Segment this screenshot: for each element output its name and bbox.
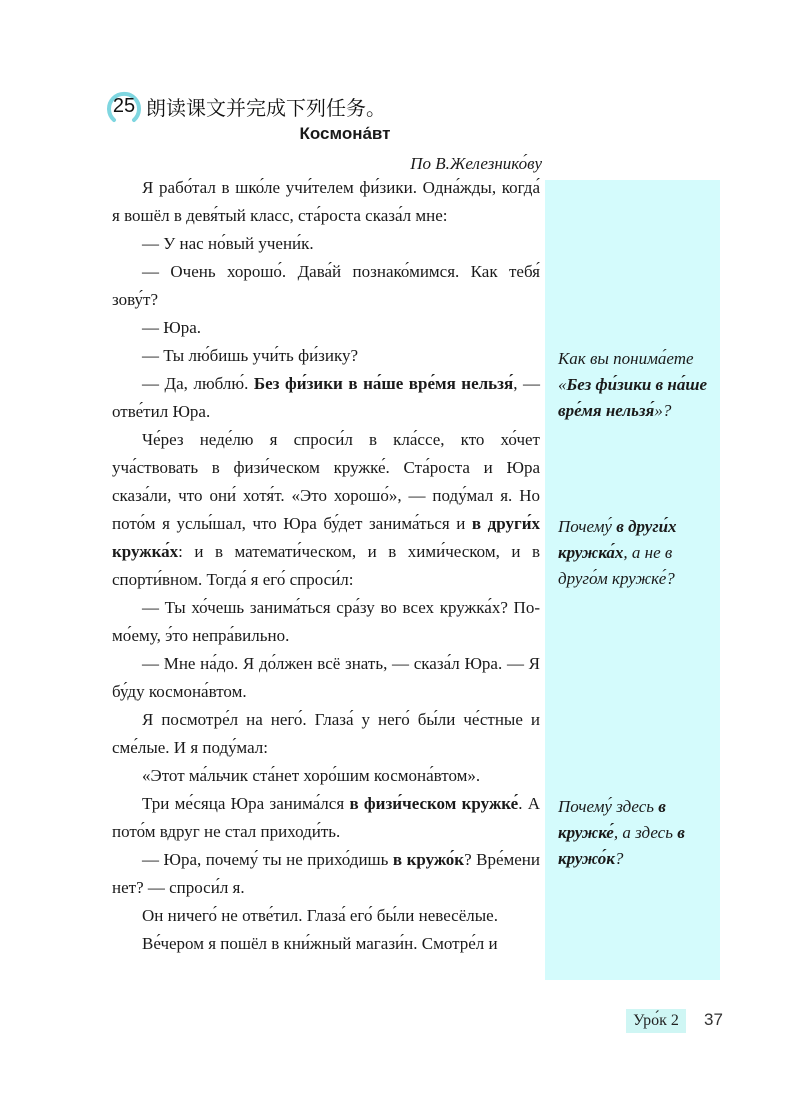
text-run: Он ничего́ не отве́тил. Глаза́ его́ бы́ли невесёлые. [142,906,498,925]
bold-phrase: в кружке́ [558,797,666,842]
text-run: — Юра, почему́ ты не прихо́дишь [142,850,393,869]
story-paragraph [112,314,540,342]
text-run: Почему́ здесь [558,797,659,816]
text-run: Как вы понима́ете « [558,349,694,394]
story-paragraph [112,426,540,594]
text-run: — Очень хорошо́. Дава́й познако́мимся. Как тебя́ зову́т? [112,262,540,309]
story-paragraph [112,370,540,426]
bold-phrase: в други́х кружка́х [558,517,677,562]
bold-phrase: в други́х кружка́х [112,514,541,561]
story-paragraph [112,650,540,706]
story-paragraph [112,230,540,258]
bold-phrase: в кружо́к [558,823,685,868]
text-run: ? [614,849,624,868]
story-paragraph [112,174,540,230]
text-run: «Этот ма́льчик ста́нет хоро́шим космона́втом». [142,766,481,785]
story-paragraph [112,258,540,314]
story-paragraph [112,594,540,650]
story-paragraph [112,846,540,902]
story-paragraph [112,790,540,846]
story-title: Космона́вт [299,124,391,143]
text-run: Три ме́сяца Юра занима́лся [142,794,350,813]
text-run: »? [654,401,672,420]
text-run: Я рабо́тал в шко́ле учи́телем фи́зики. Одна́жды, когда́ я вошёл в девя́тый класс, ста́роста сказа́л мне: [112,178,540,225]
text-run: Я посмотре́л на него́. Глаза́ у него́ бы́ли че́стные и сме́лые. И я поду́мал: [112,710,540,757]
task-number: 25 [112,95,136,117]
text-run: — Юра. [142,318,202,337]
text-run: — Ты лю́бишь учи́ть фи́зику? [142,346,359,365]
text-run: Почему́ [558,517,617,536]
bold-phrase: в кружо́к [392,850,465,869]
text-run: — У нас но́вый учени́к. [142,234,314,253]
text-run: , а здесь [613,823,678,842]
story-paragraph [112,902,540,930]
margin-question-1 [558,346,718,424]
bold-phrase: Без фи́зики в на́ше вре́мя нельзя́ [558,375,708,420]
story-text [112,174,540,958]
text-run: , — отве́тил Юра. [112,374,540,421]
task-instruction: 朗读课文并完成下列任务。 [146,95,386,120]
bold-phrase: Без фи́зики в на́ше вре́мя нельзя́ [253,374,514,393]
bold-phrase: кружке́ [461,794,519,813]
story-paragraph [112,706,540,762]
story-paragraph [112,930,540,958]
text-run: , а не в друго́м кружке́? [558,543,675,588]
text-run: — Мне на́до. Я до́лжен всё знать, — сказа́л Юра. — Я бу́ду космона́втом. [112,654,540,701]
task-header [104,86,386,126]
margin-question-3 [558,794,718,872]
story-paragraph [112,762,540,790]
margin-question-2 [558,514,718,592]
bold-phrase: в физи́ческом [349,794,457,813]
text-run: Че́рез неде́лю я спроси́л в кла́ссе, кто хо́чет уча́ствовать в физи́ческом кружке́. Ста́роста и Юра сказа́ли, что они́ хотя́т. «Это хорошо́», — поду́мал я. Но пото́м я услы́шал, что Юра бу́дет занима́ться и [112,430,540,533]
page-number: 37 [704,1010,723,1029]
story-paragraph [112,342,540,370]
task-number-badge [104,86,144,126]
story-author: По В.Железнико́ву [410,154,542,173]
text-run: ? Вре́мени нет? — спроси́л я. [112,850,541,897]
text-run: — Да, люблю́. [142,374,254,393]
text-run: : и в математи́ческом, и в хими́ческом, и в спорти́вном. Тогда́ я его́ спроси́л: [112,542,540,589]
lesson-label: Уро́к 2 [626,1009,686,1033]
text-run: . А пото́м вдруг не стал приходи́ть. [112,794,541,841]
text-run: Ве́чером я пошёл в кни́жный магази́н. Смотре́л и [142,934,498,953]
text-run: — Ты хо́чешь занима́ться сра́зу во всех кружка́х? По-мо́ему, э́то непра́вильно. [112,598,540,645]
